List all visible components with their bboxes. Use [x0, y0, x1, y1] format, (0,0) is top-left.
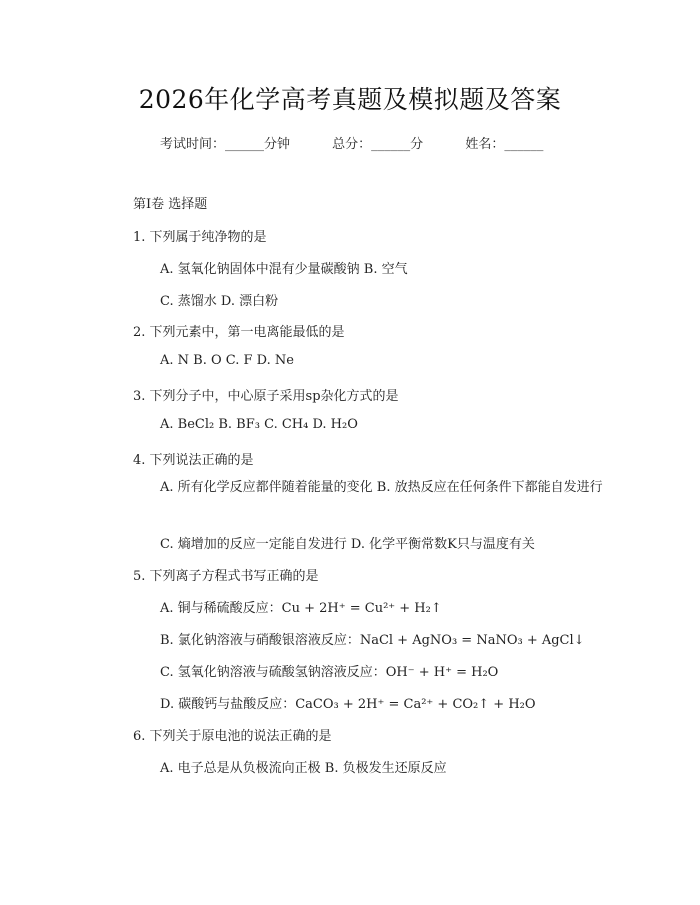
question-5-option-d: D. 碳酸钙与盐酸反应：CaCO₃ + 2H⁺ = Ca²⁺ + CO₂↑ + H₂O: [160, 697, 536, 712]
question-3-stem: 3. 下列分子中，中心原子采用sp杂化方式的是: [133, 389, 399, 404]
question-5-option-b: B. 氯化钠溶液与硝酸银溶液反应：NaCl + AgNO₃ = NaNO₃ + AgCl↓: [160, 633, 585, 648]
page-title: 2026年化学高考真题及模拟题及答案: [138, 85, 562, 114]
question-1-option-ab: A. 氢氧化钠固体中混有少量碳酸钠 B. 空气: [160, 262, 408, 277]
question-2-options: A. N B. O C. F D. Ne: [160, 353, 294, 368]
question-6-stem: 6. 下列关于原电池的说法正确的是: [133, 729, 332, 744]
exam-time-field: 考试时间：______分钟: [160, 137, 291, 152]
question-6-options: A. 电子总是从负极流向正极 B. 负极发生还原反应: [160, 761, 447, 776]
exam-info-line: [160, 133, 543, 152]
question-3-options: A. BeCl₂ B. BF₃ C. CH₄ D. H₂O: [160, 417, 358, 432]
question-4-stem: 4. 下列说法正确的是: [133, 453, 254, 468]
question-1-option-cd: C. 蒸馏水 D. 漂白粉: [160, 294, 279, 309]
section-title: 第Ⅰ卷 选择题: [133, 197, 208, 212]
total-score-field: 总分：______分: [332, 137, 424, 152]
question-4-option-cd: C. 熵增加的反应一定能自发进行 D. 化学平衡常数K只与温度有关: [160, 537, 535, 552]
question-5-stem: 5. 下列离子方程式书写正确的是: [133, 569, 319, 584]
question-4-option-ab: A. 所有化学反应都伴随着能量的变化 B. 放热反应在任何条件下都能自发进行: [160, 480, 603, 495]
question-2-stem: 2. 下列元素中，第一电离能最低的是: [133, 325, 345, 340]
question-5-option-c: C. 氢氧化钠溶液与硫酸氢钠溶液反应：OH⁻ + H⁺ = H₂O: [160, 665, 499, 680]
student-name-field: 姓名：______: [465, 137, 544, 152]
question-1-stem: 1. 下列属于纯净物的是: [133, 230, 267, 245]
question-5-option-a: A. 铜与稀硫酸反应：Cu + 2H⁺ = Cu²⁺ + H₂↑: [160, 601, 442, 616]
